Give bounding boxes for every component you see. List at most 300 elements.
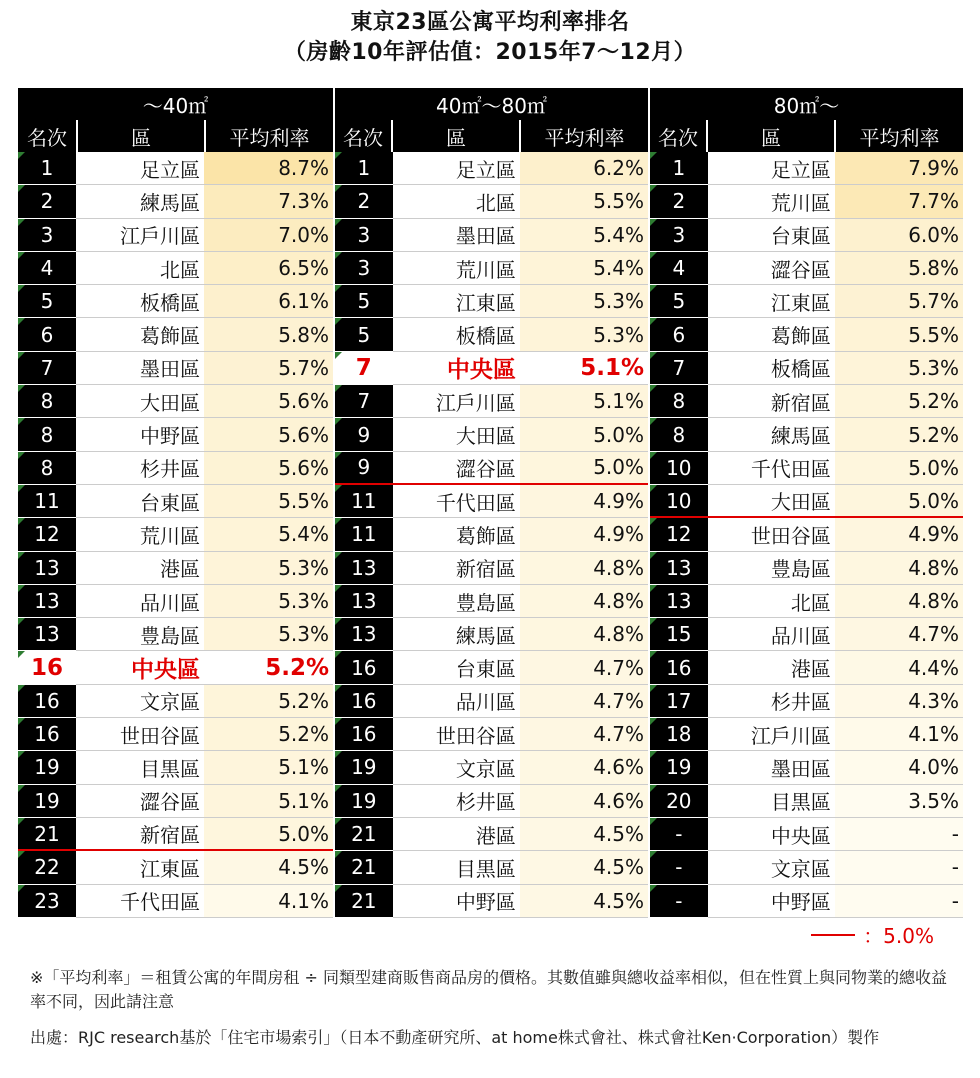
- ranking-entry: [18, 418, 333, 451]
- ward-cell: 台東區: [393, 651, 520, 684]
- rate-cell: 5.0%: [204, 818, 333, 851]
- column-header-rank: 名次: [18, 120, 76, 152]
- ranking-entry: [18, 318, 333, 351]
- rank-cell: 23: [18, 885, 76, 918]
- rate-cell: 3.5%: [835, 785, 963, 818]
- ranking-entry: [18, 285, 333, 318]
- ward-cell: 文京區: [708, 851, 835, 884]
- rate-cell: 5.7%: [835, 285, 963, 318]
- table-row: [18, 885, 963, 918]
- rate-cell: 4.5%: [520, 885, 648, 918]
- ward-cell: 葛飾區: [76, 318, 204, 351]
- ranking-entry: [333, 418, 648, 451]
- rate-cell: 4.8%: [520, 618, 648, 651]
- rate-cell: 4.7%: [520, 651, 648, 684]
- rate-cell: 5.2%: [835, 385, 963, 418]
- rate-cell: 5.4%: [520, 252, 648, 285]
- rate-cell: 5.5%: [835, 318, 963, 351]
- ranking-entry: [648, 751, 963, 784]
- ranking-entry: [648, 152, 963, 185]
- ward-cell: 目黒區: [76, 751, 204, 784]
- ward-cell: 江戶川區: [393, 385, 520, 418]
- group-header-medium: 40㎡～80㎡: [333, 88, 648, 120]
- page-title: 東京23區公寓平均利率排名: [350, 10, 630, 35]
- table-row: [18, 485, 963, 518]
- ranking-entry: [333, 785, 648, 818]
- rate-cell: 4.1%: [835, 718, 963, 751]
- rank-cell: 5: [335, 318, 393, 351]
- group-header-small: ～40㎡: [18, 88, 333, 120]
- rank-cell: 6: [18, 318, 76, 351]
- rank-cell: 13: [650, 585, 708, 618]
- ranking-entry: [18, 818, 333, 851]
- rate-cell: 5.3%: [204, 552, 333, 585]
- rate-cell: -: [835, 818, 963, 851]
- rate-cell: 5.4%: [520, 219, 648, 252]
- rank-cell: 6: [650, 318, 708, 351]
- table-row: [18, 718, 963, 751]
- ranking-entry: [333, 285, 648, 318]
- column-header-rate: 平均利率: [204, 120, 333, 152]
- ranking-entry: [648, 685, 963, 718]
- ranking-entry: [18, 185, 333, 218]
- ranking-entry: [648, 285, 963, 318]
- ranking-entry: [333, 185, 648, 218]
- ranking-entry: [18, 219, 333, 252]
- ward-cell: 練馬區: [708, 418, 835, 451]
- ward-cell: 大田區: [708, 485, 835, 518]
- rank-cell: 1: [18, 152, 76, 185]
- rank-cell: 17: [650, 685, 708, 718]
- rank-cell: 5: [18, 285, 76, 318]
- ranking-entry: [18, 885, 333, 918]
- rate-cell: 4.3%: [835, 685, 963, 718]
- rank-cell: 16: [335, 718, 393, 751]
- ward-cell: 江戶川區: [76, 219, 204, 252]
- column-header-rate: 平均利率: [519, 120, 648, 152]
- ward-cell: 中野區: [76, 418, 204, 451]
- rate-cell: 6.5%: [204, 252, 333, 285]
- ranking-entry: [333, 452, 648, 485]
- rank-cell: 7: [335, 352, 393, 385]
- ward-cell: 墨田區: [76, 352, 204, 385]
- ranking-entry: [648, 418, 963, 451]
- rate-cell: 5.2%: [835, 418, 963, 451]
- rate-cell: 5.5%: [520, 185, 648, 218]
- rank-cell: 1: [335, 152, 393, 185]
- rate-cell: 4.6%: [520, 751, 648, 784]
- ranking-entry: [333, 385, 648, 418]
- ward-cell: 目黒區: [393, 851, 520, 884]
- table-row: [18, 585, 963, 618]
- rate-cell: 4.7%: [835, 618, 963, 651]
- rank-cell: 7: [18, 352, 76, 385]
- ward-cell: 練馬區: [393, 618, 520, 651]
- table-row: [18, 252, 963, 285]
- rate-cell: 4.1%: [204, 885, 333, 918]
- ward-cell: 江東區: [708, 285, 835, 318]
- rate-cell: 4.9%: [520, 518, 648, 551]
- table-row: [18, 152, 963, 185]
- rate-cell: 4.5%: [204, 851, 333, 884]
- column-header-ward: 區: [76, 120, 204, 152]
- rate-cell: 4.5%: [520, 818, 648, 851]
- ward-cell: 足立區: [708, 152, 835, 185]
- rank-cell: 19: [335, 751, 393, 784]
- rank-cell: -: [650, 885, 708, 918]
- group-header-large: 80㎡～: [648, 88, 963, 120]
- ward-cell: 千代田區: [393, 485, 520, 518]
- ranking-entry: [18, 252, 333, 285]
- rate-cell: -: [835, 851, 963, 884]
- rate-cell: 5.1%: [204, 751, 333, 784]
- legend-text: ：5.0%: [863, 924, 934, 948]
- ward-cell: 江東區: [393, 285, 520, 318]
- rate-cell: 8.7%: [204, 152, 333, 185]
- rate-cell: 5.0%: [835, 452, 963, 485]
- rank-cell: 13: [335, 585, 393, 618]
- ward-cell: 豊島區: [76, 618, 204, 651]
- ranking-entry: [333, 585, 648, 618]
- column-header-ward: 區: [706, 120, 834, 152]
- column-header-rate: 平均利率: [834, 120, 963, 152]
- rate-cell: 5.1%: [520, 352, 648, 385]
- rate-cell: 4.8%: [835, 552, 963, 585]
- ranking-entry: [648, 785, 963, 818]
- rank-cell: 9: [335, 452, 393, 485]
- rank-cell: 5: [650, 285, 708, 318]
- ward-cell: 大田區: [76, 385, 204, 418]
- rank-cell: 12: [18, 518, 76, 551]
- ward-cell: 足立區: [393, 152, 520, 185]
- ward-cell: 澀谷區: [708, 252, 835, 285]
- rank-cell: 13: [18, 618, 76, 651]
- page-subtitle: （房齡10年評估值：2015年7～12月）: [283, 40, 697, 65]
- rank-cell: 13: [18, 585, 76, 618]
- ward-cell: 葛飾區: [708, 318, 835, 351]
- rate-cell: 5.2%: [204, 685, 333, 718]
- ward-cell: 千代田區: [76, 885, 204, 918]
- ward-cell: 北區: [76, 252, 204, 285]
- rate-cell: 4.9%: [835, 518, 963, 551]
- ward-cell: 練馬區: [76, 185, 204, 218]
- column-header-row: [18, 120, 963, 152]
- ranking-entry: [18, 452, 333, 485]
- ward-cell: 板橋區: [76, 285, 204, 318]
- rank-cell: 5: [335, 285, 393, 318]
- rank-cell: 16: [18, 718, 76, 751]
- table-row: [18, 651, 963, 684]
- ranking-entry: [18, 751, 333, 784]
- table-row: [18, 552, 963, 585]
- ranking-entry: [648, 485, 963, 518]
- table-row: [18, 518, 963, 551]
- ward-cell: 足立區: [76, 152, 204, 185]
- ranking-entry: [18, 651, 333, 684]
- rate-cell: 6.2%: [520, 152, 648, 185]
- ranking-entry: [18, 152, 333, 185]
- rate-cell: 5.3%: [835, 352, 963, 385]
- table-row: [18, 385, 963, 418]
- ranking-entry: [18, 718, 333, 751]
- ward-cell: 北區: [393, 185, 520, 218]
- ward-cell: 荒川區: [76, 518, 204, 551]
- rank-cell: 1: [650, 152, 708, 185]
- rate-cell: 5.0%: [520, 418, 648, 451]
- rate-cell: 5.7%: [204, 352, 333, 385]
- ward-cell: 中野區: [393, 885, 520, 918]
- ward-cell: 世田谷區: [76, 718, 204, 751]
- rank-cell: 3: [335, 219, 393, 252]
- rank-cell: 22: [18, 851, 76, 884]
- rate-cell: 4.8%: [520, 552, 648, 585]
- ranking-entry: [648, 385, 963, 418]
- ward-cell: 江戶川區: [708, 718, 835, 751]
- ranking-entry: [648, 618, 963, 651]
- rank-cell: 3: [335, 252, 393, 285]
- ranking-entry: [333, 219, 648, 252]
- rank-cell: 21: [335, 818, 393, 851]
- table-row: [18, 618, 963, 651]
- table-row: [18, 285, 963, 318]
- ranking-entry: [333, 651, 648, 684]
- rank-cell: 15: [650, 618, 708, 651]
- rate-cell: 4.5%: [520, 851, 648, 884]
- ranking-entry: [333, 885, 648, 918]
- ward-cell: 墨田區: [393, 219, 520, 252]
- rate-cell: 6.1%: [204, 285, 333, 318]
- ward-cell: 新宿區: [393, 552, 520, 585]
- rate-cell: 4.6%: [520, 785, 648, 818]
- table-body: [18, 152, 963, 918]
- table-row: [18, 818, 963, 851]
- ranking-entry: [333, 318, 648, 351]
- ward-cell: 世田谷區: [393, 718, 520, 751]
- ward-cell: 豊島區: [708, 552, 835, 585]
- ranking-table: [18, 88, 963, 918]
- rank-cell: 9: [335, 418, 393, 451]
- ranking-entry: [333, 718, 648, 751]
- rank-cell: 16: [18, 685, 76, 718]
- rate-cell: 5.8%: [835, 252, 963, 285]
- ward-cell: 澀谷區: [393, 452, 520, 485]
- column-header-ward: 區: [391, 120, 519, 152]
- ward-cell: 千代田區: [708, 452, 835, 485]
- ranking-entry: [333, 685, 648, 718]
- rate-cell: 5.0%: [520, 452, 648, 485]
- legend: [811, 920, 934, 949]
- rank-cell: -: [650, 818, 708, 851]
- ranking-entry: [648, 718, 963, 751]
- rank-cell: 19: [335, 785, 393, 818]
- rank-cell: 21: [335, 885, 393, 918]
- table-row: [18, 185, 963, 218]
- ward-cell: 新宿區: [76, 818, 204, 851]
- rank-cell: 4: [18, 252, 76, 285]
- ward-cell: 港區: [708, 651, 835, 684]
- ward-cell: 世田谷區: [708, 518, 835, 551]
- ward-cell: 新宿區: [708, 385, 835, 418]
- rate-cell: 5.3%: [204, 585, 333, 618]
- ranking-entry: [648, 585, 963, 618]
- ward-cell: 文京區: [76, 685, 204, 718]
- ward-cell: 杉井區: [76, 452, 204, 485]
- ward-cell: 大田區: [393, 418, 520, 451]
- rank-cell: 10: [650, 485, 708, 518]
- rate-cell: 5.2%: [204, 718, 333, 751]
- ranking-entry: [333, 152, 648, 185]
- ranking-entry: [648, 518, 963, 551]
- ward-cell: 港區: [76, 552, 204, 585]
- table-row: [18, 452, 963, 485]
- group-header-row: [18, 88, 963, 120]
- ward-cell: 墨田區: [708, 751, 835, 784]
- ward-cell: 港區: [393, 818, 520, 851]
- ward-cell: 荒川區: [708, 185, 835, 218]
- rate-cell: 5.3%: [204, 618, 333, 651]
- rank-cell: 8: [18, 418, 76, 451]
- rate-cell: 5.5%: [204, 485, 333, 518]
- ranking-entry: [648, 185, 963, 218]
- ward-cell: 豊島區: [393, 585, 520, 618]
- rate-cell: 4.8%: [835, 585, 963, 618]
- ranking-entry: [648, 252, 963, 285]
- rank-cell: 13: [335, 618, 393, 651]
- ward-cell: 杉井區: [393, 785, 520, 818]
- rank-cell: 12: [650, 518, 708, 551]
- ranking-entry: [18, 552, 333, 585]
- ward-cell: 板橋區: [393, 318, 520, 351]
- ranking-entry: [648, 552, 963, 585]
- rank-cell: 21: [18, 818, 76, 851]
- ward-cell: 江東區: [76, 851, 204, 884]
- ward-cell: 板橋區: [708, 352, 835, 385]
- rate-cell: 4.7%: [520, 718, 648, 751]
- rate-cell: 5.2%: [204, 651, 333, 684]
- ward-cell: 品川區: [76, 585, 204, 618]
- rate-cell: 5.6%: [204, 452, 333, 485]
- ranking-entry: [648, 452, 963, 485]
- ranking-entry: [18, 851, 333, 884]
- ranking-entry: [648, 352, 963, 385]
- table-row: [18, 685, 963, 718]
- note-text: ※「平均利率」＝租賃公寓的年間房租 ÷ 同類型建商販售商品房的價格。其數值雖與總收益率相似，但在性質上與同物業的總收益率不同，因此請注意: [30, 968, 947, 1011]
- ranking-entry: [333, 518, 648, 551]
- ranking-entry: [18, 785, 333, 818]
- rank-cell: 8: [650, 418, 708, 451]
- ward-cell: 葛飾區: [393, 518, 520, 551]
- table-row: [18, 318, 963, 351]
- rate-cell: 7.0%: [204, 219, 333, 252]
- ranking-entry: [648, 818, 963, 851]
- ranking-entry: [18, 618, 333, 651]
- ranking-entry: [18, 585, 333, 618]
- ranking-entry: [648, 219, 963, 252]
- ranking-entry: [648, 318, 963, 351]
- ranking-entry: [333, 352, 648, 385]
- rate-cell: 5.1%: [204, 785, 333, 818]
- ward-cell: 台東區: [708, 219, 835, 252]
- ward-cell: 品川區: [708, 618, 835, 651]
- rank-cell: 16: [650, 651, 708, 684]
- ward-cell: 澀谷區: [76, 785, 204, 818]
- rank-cell: 2: [335, 185, 393, 218]
- ranking-entry: [333, 751, 648, 784]
- rate-cell: 5.6%: [204, 385, 333, 418]
- ranking-entry: [333, 252, 648, 285]
- rate-cell: 5.4%: [204, 518, 333, 551]
- legend-red-line: [811, 934, 855, 936]
- ward-cell: 中野區: [708, 885, 835, 918]
- column-header-rank: 名次: [333, 120, 391, 152]
- ranking-entry: [333, 552, 648, 585]
- rate-cell: 5.1%: [520, 385, 648, 418]
- ranking-entry: [648, 651, 963, 684]
- rank-cell: 19: [18, 785, 76, 818]
- rank-cell: -: [650, 851, 708, 884]
- rank-cell: 4: [650, 252, 708, 285]
- rank-cell: 11: [335, 518, 393, 551]
- table-row: [18, 352, 963, 385]
- rank-cell: 16: [335, 651, 393, 684]
- rate-cell: 4.8%: [520, 585, 648, 618]
- rate-cell: 4.4%: [835, 651, 963, 684]
- ranking-entry: [333, 818, 648, 851]
- ward-cell: 杉井區: [708, 685, 835, 718]
- table-row: [18, 751, 963, 784]
- ranking-entry: [648, 885, 963, 918]
- ward-cell: 中央區: [76, 651, 204, 684]
- ranking-entry: [18, 352, 333, 385]
- rank-cell: 8: [18, 385, 76, 418]
- rank-cell: 11: [18, 485, 76, 518]
- rank-cell: 20: [650, 785, 708, 818]
- rank-cell: 19: [18, 751, 76, 784]
- rank-cell: 16: [335, 685, 393, 718]
- rank-cell: 10: [650, 452, 708, 485]
- rate-cell: 7.7%: [835, 185, 963, 218]
- rank-cell: 2: [18, 185, 76, 218]
- table-row: [18, 851, 963, 884]
- rate-cell: 5.3%: [520, 285, 648, 318]
- table-row: [18, 785, 963, 818]
- rank-cell: 21: [335, 851, 393, 884]
- rank-cell: 19: [650, 751, 708, 784]
- rank-cell: 13: [335, 552, 393, 585]
- ward-cell: 目黒區: [708, 785, 835, 818]
- ranking-entry: [18, 518, 333, 551]
- rate-cell: 4.9%: [520, 485, 648, 518]
- ranking-entry: [333, 851, 648, 884]
- ward-cell: 文京區: [393, 751, 520, 784]
- rank-cell: 8: [650, 385, 708, 418]
- table-row: [18, 219, 963, 252]
- column-header-rank: 名次: [648, 120, 706, 152]
- rate-cell: 7.3%: [204, 185, 333, 218]
- ranking-entry: [18, 385, 333, 418]
- rate-cell: 7.9%: [835, 152, 963, 185]
- rate-cell: 5.6%: [204, 418, 333, 451]
- ward-cell: 中央區: [708, 818, 835, 851]
- ward-cell: 台東區: [76, 485, 204, 518]
- rate-cell: 4.7%: [520, 685, 648, 718]
- rate-cell: 5.8%: [204, 318, 333, 351]
- ranking-entry: [18, 685, 333, 718]
- rate-cell: 4.0%: [835, 751, 963, 784]
- ward-cell: 品川區: [393, 685, 520, 718]
- ranking-entry: [333, 485, 648, 518]
- rate-cell: 5.3%: [520, 318, 648, 351]
